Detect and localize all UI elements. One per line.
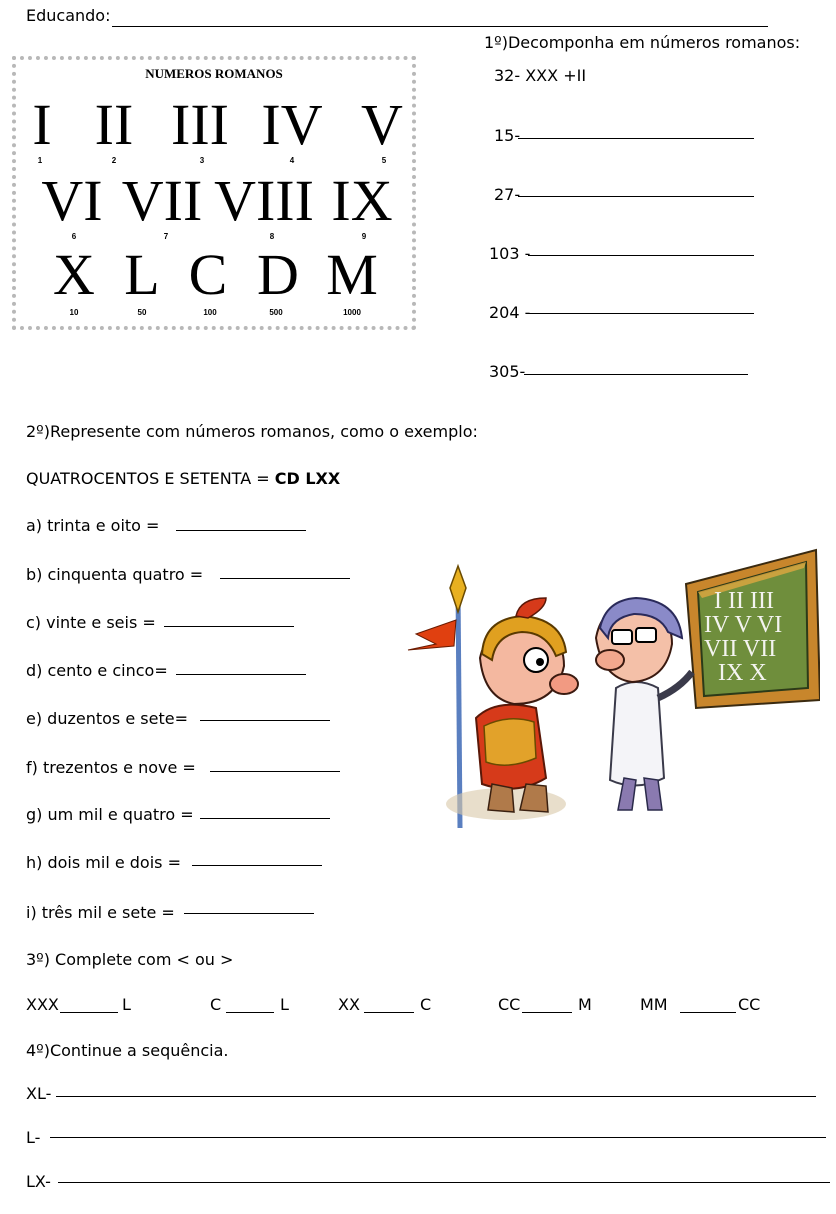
chart-title: NUMEROS ROMANOS bbox=[145, 66, 283, 81]
q2-example-label: QUATROCENTOS E SETENTA = bbox=[26, 469, 275, 488]
spear-icon bbox=[408, 566, 466, 828]
numeral-value: 500 bbox=[269, 308, 283, 317]
numeral-value: 50 bbox=[137, 308, 147, 317]
board-line: VII VII bbox=[704, 636, 777, 662]
q3-answer-line[interactable] bbox=[60, 1012, 118, 1013]
q2-item-label: b) cinquenta quatro = bbox=[26, 565, 204, 584]
q1-example: 32- XXX +II bbox=[494, 66, 587, 85]
q1-item-label: 305- bbox=[489, 362, 526, 381]
q2-item-label: a) trinta e oito = bbox=[26, 516, 160, 535]
numeral-value: 3 bbox=[199, 156, 205, 165]
q3-left: CC bbox=[498, 995, 521, 1014]
q1-answer-line[interactable] bbox=[528, 255, 754, 256]
board-line: IV V VI bbox=[704, 612, 783, 638]
numeral-value: 6 bbox=[71, 232, 77, 241]
numeral-value: 9 bbox=[361, 232, 367, 241]
roman-numeral: VI bbox=[41, 168, 103, 233]
q3-title: 3º) Complete com < ou > bbox=[26, 950, 234, 969]
numeral-value: 8 bbox=[269, 232, 275, 241]
numeral-value: 2 bbox=[111, 156, 117, 165]
q1-item-label: 204 - bbox=[489, 303, 531, 322]
q2-answer-line[interactable] bbox=[200, 818, 330, 819]
roman-numeral: L bbox=[124, 242, 160, 307]
q4-item-label: LX- bbox=[26, 1172, 51, 1191]
q2-answer-line[interactable] bbox=[200, 720, 330, 721]
q3-left: XXX bbox=[26, 995, 59, 1014]
roman-numeral: VIII bbox=[214, 168, 314, 233]
q4-answer-line[interactable] bbox=[56, 1096, 816, 1097]
q2-item-label: e) duzentos e sete= bbox=[26, 709, 188, 728]
q2-answer-line[interactable] bbox=[176, 530, 306, 531]
q1-item-label: 15- bbox=[494, 126, 521, 145]
q4-item-label: XL- bbox=[26, 1084, 52, 1103]
q2-item-label: f) trezentos e nove = bbox=[26, 758, 196, 777]
q3-right: CC bbox=[738, 995, 761, 1014]
q1-answer-line[interactable] bbox=[518, 138, 754, 139]
q3-left: C bbox=[210, 995, 222, 1014]
numeral-value: 1000 bbox=[343, 308, 361, 317]
q3-answer-line[interactable] bbox=[226, 1012, 274, 1013]
q1-answer-line[interactable] bbox=[528, 313, 754, 314]
teacher-icon bbox=[596, 598, 692, 810]
q1-answer-line[interactable] bbox=[518, 196, 754, 197]
roman-numeral: III bbox=[171, 92, 229, 157]
q2-answer-line[interactable] bbox=[184, 913, 314, 914]
q2-answer-line[interactable] bbox=[176, 674, 306, 675]
numeral-value: 1 bbox=[37, 156, 43, 165]
numeral-value: 7 bbox=[163, 232, 169, 241]
q2-item-label: i) três mil e sete = bbox=[26, 903, 175, 922]
q3-right: L bbox=[122, 995, 131, 1014]
q1-title: 1º)Decomponha em números romanos: bbox=[484, 33, 801, 52]
roman-numeral: I bbox=[32, 92, 52, 157]
q1-item-label: 27- bbox=[494, 185, 521, 204]
q2-title: 2º)Represente com números romanos, como o exemplo: bbox=[26, 422, 478, 441]
q3-left: MM bbox=[640, 995, 668, 1014]
q3-left: XX bbox=[338, 995, 360, 1014]
q3-answer-line[interactable] bbox=[680, 1012, 736, 1013]
q2-answer-line[interactable] bbox=[192, 865, 322, 866]
numeral-value: 10 bbox=[69, 308, 79, 317]
q3-right: L bbox=[280, 995, 289, 1014]
q3-answer-line[interactable] bbox=[522, 1012, 572, 1013]
board-line: I II III bbox=[714, 588, 774, 614]
q2-item-label: c) vinte e seis = bbox=[26, 613, 156, 632]
numeral-value: 5 bbox=[381, 156, 387, 165]
q3-right: C bbox=[420, 995, 432, 1014]
q2-item-label: g) um mil e quatro = bbox=[26, 805, 194, 824]
roman-numeral: M bbox=[326, 242, 378, 307]
q4-item-label: L- bbox=[26, 1128, 41, 1147]
roman-soldier-and-teacher-illustration bbox=[396, 548, 820, 832]
roman-numeral: II bbox=[94, 92, 134, 157]
student-name-label: Educando: bbox=[26, 6, 111, 25]
roman-numeral: X bbox=[53, 242, 95, 307]
q2-example-answer: CD LXX bbox=[274, 469, 341, 488]
roman-soldier-icon bbox=[446, 598, 578, 820]
q2-example bbox=[26, 469, 340, 488]
roman-numeral: VII bbox=[121, 168, 203, 233]
q2-item-label: d) cento e cinco= bbox=[26, 661, 168, 680]
q2-answer-line[interactable] bbox=[164, 626, 294, 627]
student-name-line[interactable] bbox=[112, 26, 768, 27]
roman-numeral: IX bbox=[331, 168, 393, 233]
roman-numerals-chart bbox=[12, 56, 416, 330]
board-line: IX X bbox=[718, 660, 767, 686]
q3-answer-line[interactable] bbox=[364, 1012, 414, 1013]
q4-answer-line[interactable] bbox=[58, 1182, 830, 1183]
roman-numeral: C bbox=[188, 242, 228, 307]
q1-answer-line[interactable] bbox=[524, 374, 748, 375]
roman-numeral: D bbox=[257, 242, 299, 307]
q2-item-label: h) dois mil e dois = bbox=[26, 853, 181, 872]
q4-title: 4º)Continue a sequência. bbox=[26, 1041, 229, 1060]
roman-numeral: IV bbox=[261, 92, 323, 157]
q3-right: M bbox=[578, 995, 592, 1014]
q4-answer-line[interactable] bbox=[50, 1137, 826, 1138]
numeral-value: 4 bbox=[289, 156, 295, 165]
numeral-value: 100 bbox=[203, 308, 217, 317]
q1-item-label: 103 - bbox=[489, 244, 531, 263]
roman-numeral: V bbox=[361, 92, 403, 157]
q2-answer-line[interactable] bbox=[220, 578, 350, 579]
q2-answer-line[interactable] bbox=[210, 771, 340, 772]
